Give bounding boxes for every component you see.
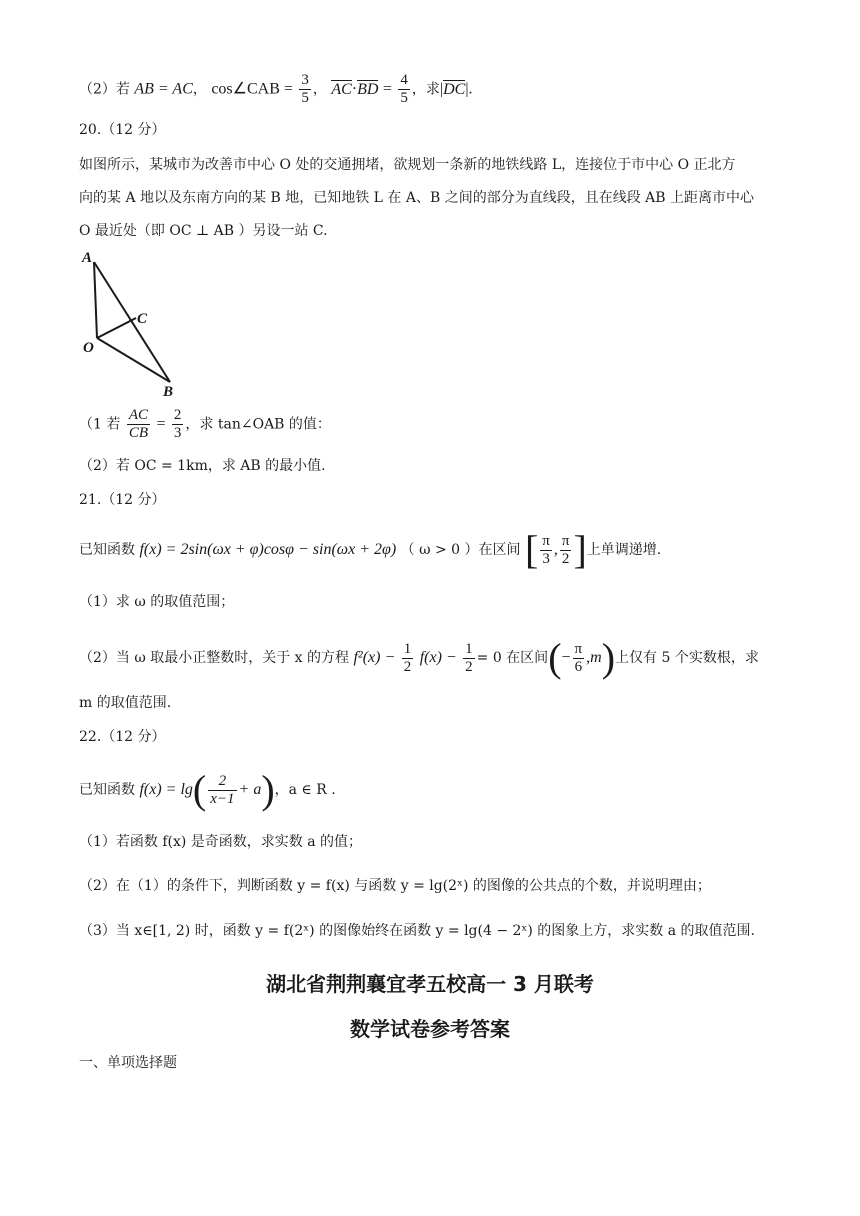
- q20-figure: [78, 248, 188, 398]
- q21-header: 21.（12 分）: [79, 492, 166, 508]
- q21-interval2-left: $\frac{\pi}{6}$: [574, 640, 583, 675]
- q19-cond1: AB = AC: [134, 80, 193, 98]
- q21-part2-line2: m 的取值范围.: [79, 695, 172, 711]
- q19-dot-fraction: $\frac{4}{5}$: [400, 72, 408, 106]
- q21-half-b: $\frac{1}{2}$: [465, 640, 473, 675]
- q21-interval-right: $\frac{\pi}{2}$: [561, 532, 570, 567]
- q20-label-b: B: [163, 384, 174, 398]
- section-heading: 一、单项选择题: [79, 1055, 177, 1071]
- q20-part2: （2）若 OC = 1km，求 AB 的最小值.: [79, 458, 326, 474]
- q22-stem: 已知函数 f(x) = lg( $\frac{2}{x-1}$ + a)，a ∈ R .: [79, 767, 336, 812]
- q21-stem: 已知函数 f(x) = 2sin(ωx + φ)cosφ − sin(ωx + 2φ) （ ω > 0 ）在区间 [ $\frac{\pi}{3}$ , $\frac{\pi}{2}$ ]上单调递增.: [79, 527, 662, 572]
- q20-header: 20.（12 分）: [79, 122, 166, 138]
- q19-vector-ac: AC: [331, 80, 352, 98]
- q22-part1: （1）若函数 f(x) 是奇函数，求实数 a 的值；: [79, 834, 363, 850]
- q20-para-line2: 向的某 A 地以及东南方向的某 B 地，已知地铁 L 在 A、B 之间的部分为直线段，且在线段 AB 上距离市中心: [79, 190, 754, 206]
- q20-label-a: A: [82, 250, 93, 266]
- q21-part2: （2）当 ω 取最小正整数时，关于 x 的方程 f²(x) − $\frac{1}{2}$ f(x) − $\frac{1}{2}$ = 0 在区间(− $\frac{\pi}{6}$ ,m)上仅有 5 个实数根，求: [79, 635, 759, 680]
- q20-segment-ab: [94, 262, 170, 382]
- q20-label-c: C: [137, 311, 148, 327]
- q19-part2: （2）若 AB = AC， cos∠CAB = $\frac{3}{5}$ ， AC·BD = $\frac{4}{5}$ ，求|DC|.: [79, 72, 473, 106]
- q21-part1: （1）求 ω 的取值范围；: [79, 594, 235, 610]
- q20-ratio: $\frac{AC}{CB}$: [128, 407, 148, 441]
- q20-segment-oa: [94, 262, 97, 338]
- q20-label-o: O: [83, 340, 94, 356]
- q20-ratio-value: $\frac{2}{3}$: [173, 407, 182, 441]
- q21-half-a: $\frac{1}{2}$: [403, 640, 412, 675]
- q19-vector-bd: BD: [357, 80, 379, 98]
- q19-cos-fraction: $\frac{3}{5}$: [301, 72, 309, 106]
- q20-segment-oc: [97, 318, 136, 338]
- q19-vector-dc: DC: [443, 80, 466, 98]
- q22-part3: （3）当 x∈[1, 2) 时，函数 y = f(2ˣ) 的图像始终在函数 y = lg(4 − 2ˣ) 的图象上方，求实数 a 的取值范围.: [79, 923, 755, 939]
- q22-fraction: $\frac{2}{x-1}$: [210, 772, 235, 807]
- q22-header: 22.（12 分）: [79, 729, 166, 745]
- q20-para-line3: O 最近处（即 OC ⊥ AB ）另设一站 C.: [79, 223, 328, 239]
- q20-para-line1: 如图所示，某城市为改善市中心 O 处的交通拥堵，欲规划一条新的地铁线路 L，连接位于市中心 O 正北方: [79, 157, 736, 173]
- answer-title-2: 数学试卷参考答案: [350, 1017, 510, 1041]
- q21-interval-left: $\frac{\pi}{3}$: [542, 532, 550, 567]
- q20-segment-ob: [97, 338, 170, 382]
- q21-function: f(x) = 2sin(ωx + φ)cosφ − sin(ωx + 2φ): [139, 541, 397, 558]
- q22-part2: （2）在（1）的条件下，判断函数 y = f(x) 与函数 y = lg(2ˣ) 的图像的公共点的个数，并说明理由；: [79, 878, 711, 894]
- q19-cos-label: cos∠CAB =: [211, 80, 293, 98]
- answer-title-1: 湖北省荆荆襄宜孝五校高一 3 月联考: [266, 972, 594, 996]
- q20-part1: （1 若 $\frac{AC}{CB}$ = $\frac{2}{3}$ ，求 tan∠OAB 的值：: [79, 407, 331, 441]
